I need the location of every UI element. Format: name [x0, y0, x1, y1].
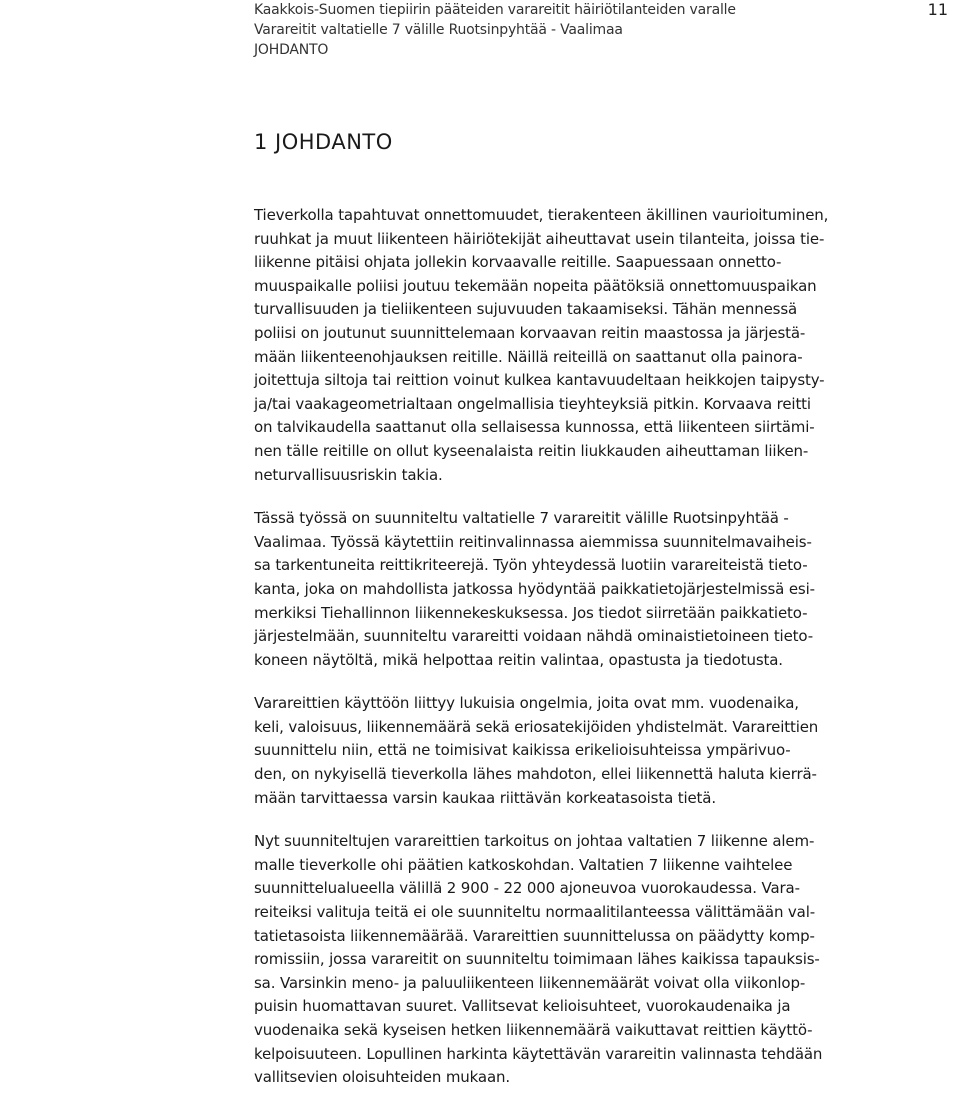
paragraph	[254, 830, 956, 1090]
running-header	[254, 0, 934, 60]
text-line: vuodenaika sekä kyseisen hetken liikennemäärä vaikuttavat reittien käyttö-	[254, 1021, 813, 1039]
text-line: den, on nykyisellä tieverkolla lähes mahdoton, ellei liikennettä haluta kierrä-	[254, 765, 817, 784]
text-line: sa tarkentuneita reittikriteerejä. Työn yhteydessä luotiin varareiteistä tieto-	[254, 556, 808, 575]
text-line: ja/tai vaakageometrialtaan ongelmallisia tieyhteyksiä pitkin. Korvaava reitti	[254, 394, 811, 413]
text-line: tatietasoista liikennemäärää. Varareittien suunnittelussa on päädytty komp-	[254, 926, 815, 945]
section-heading: 1 JOHDANTO	[254, 130, 393, 154]
text-line: on talvikaudella saattanut olla sellaisessa kunnossa, että liikenteen siirtämi-	[254, 418, 815, 437]
text-line: koneen näytöltä, mikä helpottaa reitin valintaa, opastusta ja tiedotusta.	[254, 650, 783, 669]
text-line: reiteiksi valituja teitä ei ole suunniteltu normaalitilanteessa välittämään val-	[254, 903, 815, 922]
text-line: Nyt suunniteltujen varareittien tarkoitus on johtaa valtatien 7 liikenne alem-	[254, 832, 815, 851]
header-line-report-title: Kaakkois-Suomen tiepiirin pääteiden varareitit häiriötilanteiden varalle	[254, 2, 736, 18]
text-line: sa. Varsinkin meno- ja paluuliikenteen liikennemäärät voivat olla viikonlop-	[254, 973, 806, 992]
header-line-subtitle: Varareitit valtatielle 7 välille Ruotsinpyhtää - Vaalimaa	[254, 22, 623, 38]
text-line: järjestelmään, suunniteltu varareitti voidaan nähdä ominaistietoineen tieto-	[254, 627, 813, 646]
text-line: suunnittelu niin, että ne toimisivat kaikissa erikelioisuhteissa ympärivuo-	[254, 741, 791, 760]
text-line: kanta, joka on mahdollista jatkossa hyödyntää paikkatietojärjestelmissä esi-	[254, 579, 815, 598]
text-line: poliisi on joutunut suunnittelemaan korvaavan reitin maastossa ja järjestä-	[254, 323, 806, 342]
text-line: merkiksi Tiehallinnon liikennekeskuksessa. Jos tiedot siirretään paikkatieto-	[254, 603, 808, 622]
text-line: keli, valoisuus, liikennemäärä sekä eriosatekijöiden yhdistelmät. Varareittien	[254, 717, 819, 736]
body-text	[254, 204, 956, 1110]
text-line: Tieverkolla tapahtuvat onnettomuudet, tierakenteen äkillinen vaurioituminen,	[254, 206, 829, 224]
text-line: liikenne pitäisi ohjata jollekin korvaavalle reitille. Saapuessaan onnetto-	[254, 253, 782, 272]
text-line: ruuhkat ja muut liikenteen häiriötekijät aiheuttavat usein tilanteita, joissa tie-	[254, 229, 825, 248]
text-line: puisin huomattavan suuret. Vallitsevat kelioisuhteet, vuorokaudenaika ja	[254, 997, 791, 1016]
text-line: Tässä työssä on suunniteltu valtatielle 7 varareitit välille Ruotsinpyhtää -	[254, 509, 789, 528]
text-line: turvallisuuden ja tieliikenteen sujuvuuden takaamiseksi. Tähän mennessä	[254, 300, 798, 319]
text-line: malle tieverkolle ohi päätien katkoskohdan. Valtatien 7 liikenne vaihtelee	[254, 855, 793, 874]
text-line: mään liikenteenohjauksen reitille. Näillä reiteillä on saattanut olla painora-	[254, 347, 803, 366]
text-line: mään tarvittaessa varsin kaukaa riittävän korkeatasoista tietä.	[254, 788, 716, 807]
header-line-section: JOHDANTO	[254, 42, 329, 58]
text-line: romissiin, jossa varareitit on suunniteltu toimimaan lähes kaikissa tapauksis-	[254, 950, 820, 969]
paragraph	[254, 204, 956, 487]
paragraph	[254, 692, 956, 810]
page-number: 11	[927, 0, 948, 19]
text-line: Vaalimaa. Työssä käytettiin reitinvalinnassa aiemmissa suunnitelmavaiheis-	[254, 532, 812, 551]
text-line: nen tälle reitille on ollut kyseenalaista reitin liukkauden aiheuttaman liiken-	[254, 441, 809, 460]
text-line: neturvallisuusriskin takia.	[254, 465, 443, 484]
text-line: suunnittelualueella välillä 2 900 - 22 000 ajoneuvoa vuorokaudessa. Vara-	[254, 879, 800, 898]
text-line: joitettuja siltoja tai reittion voinut kulkea kantavuudeltaan heikkojen taipysty-	[254, 371, 825, 390]
text-line: vallitsevien oloisuhteiden mukaan.	[254, 1068, 510, 1087]
text-line: muuspaikalle poliisi joutuu tekemään nopeita päätöksiä onnettomuuspaikan	[254, 276, 817, 295]
text-line: kelpoisuuteen. Lopullinen harkinta käytettävän varareitin valinnasta tehdään	[254, 1044, 823, 1063]
text-line: Varareittien käyttöön liittyy lukuisia ongelmia, joita ovat mm. vuodenaika,	[254, 694, 799, 713]
paragraph	[254, 507, 956, 672]
